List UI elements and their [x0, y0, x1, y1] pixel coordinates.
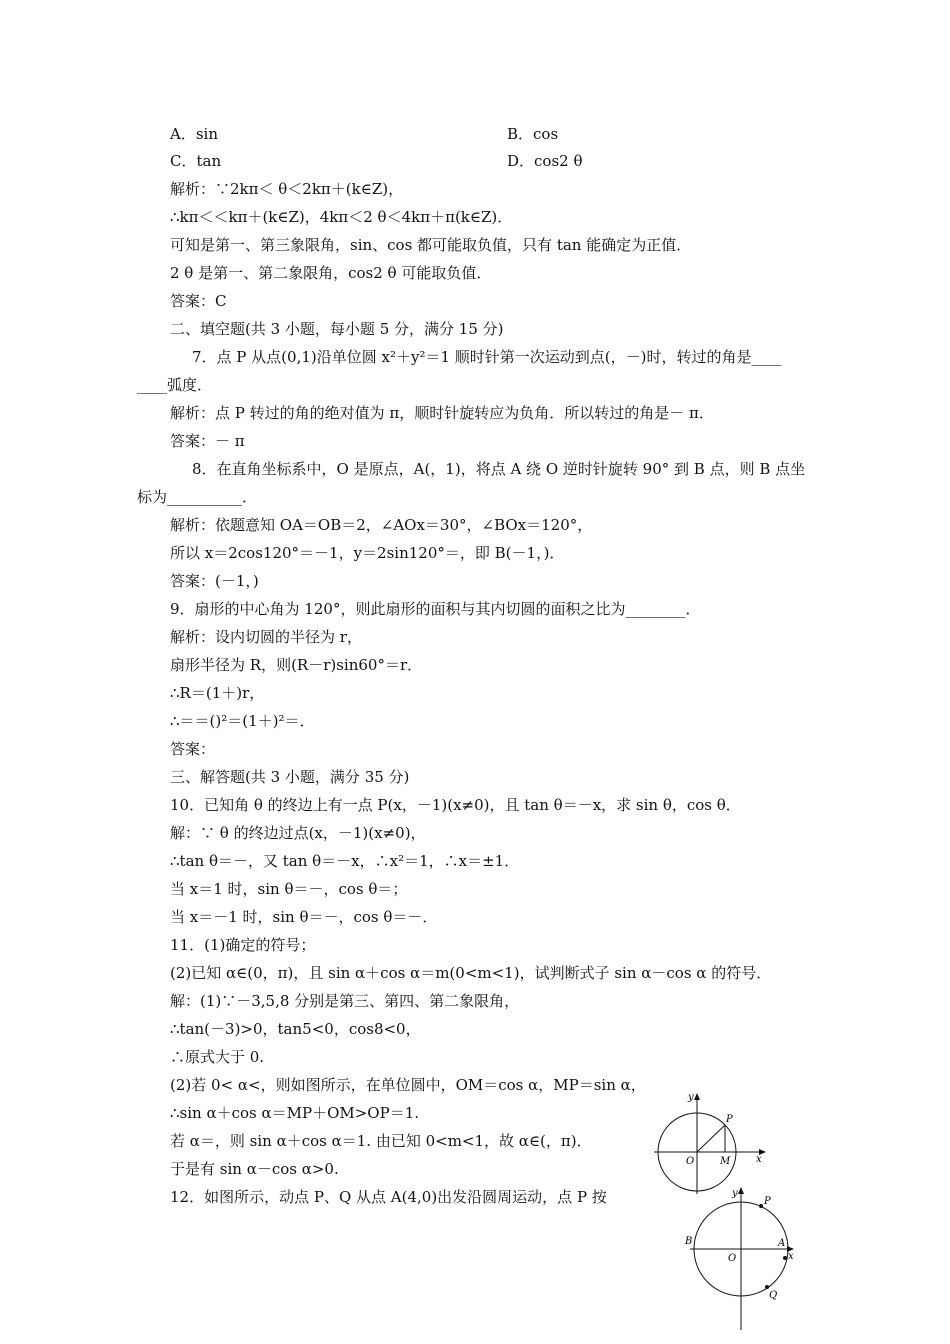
- question-8: 8．在直角坐标系中，O 是原点，A(，1)，将点 A 绕 O 逆时针旋转 90° 到 B 点，则 B 点坐: [192, 460, 806, 478]
- text-line: 答案：(－1，): [170, 572, 259, 590]
- option-b: B．cos: [507, 125, 559, 143]
- text-line: ∴kπ＜＜kπ＋(k∈Z)，4kπ＜2 θ＜4kπ＋π(k∈Z)．: [170, 208, 513, 226]
- text-line: 解：∵ θ 的终边过点(x，－1)(x≠0)，: [170, 824, 426, 842]
- fig1-label-p: P: [726, 1114, 733, 1125]
- text-line: ∴R＝(1＋)r，: [170, 684, 265, 702]
- question-11: 11．(1)确定的符号；: [170, 936, 316, 954]
- text-line: 所以 x＝2cos120°＝－1，y＝2sin120°＝，即 B(－1，)．: [170, 544, 565, 562]
- text-line: ∴tan θ＝－，又 tan θ＝－x，∴x²＝1，∴x＝±1．: [170, 852, 520, 870]
- text-line: ∴＝＝()²＝(1＋)²＝．: [170, 712, 315, 730]
- section-heading: 三、解答题(共 3 小题，满分 35 分): [170, 768, 410, 786]
- text-line: 解析：∵2kπ＜ θ＜2kπ＋(k∈Z)，: [170, 180, 404, 198]
- option-a: A．sin B．cos: [170, 125, 559, 143]
- text-line: 解析：点 P 转过的角的绝对值为 π，顺时针旋转应为负角．所以转过的角是－ π．: [170, 404, 714, 422]
- text-line: 解：(1)∵－3,5,8 分别是第三、第四、第二象限角，: [170, 992, 520, 1010]
- text-line: 2 θ 是第一、第二象限角，cos2 θ 可能取负值．: [170, 264, 492, 282]
- section-heading: 二、填空题(共 3 小题，每小题 5 分，满分 15 分): [170, 320, 504, 338]
- fig2-label-b: B: [685, 1236, 693, 1247]
- fig2-label-y: y: [732, 1188, 738, 1199]
- text-line: 若 α＝，则 sin α＋cos α＝1. 由已知 0<m<1，故 α∈(，π)．: [170, 1132, 592, 1150]
- text-line: 于是有 sin α－cos α>0.: [170, 1160, 339, 1178]
- text-line: ∴原式大于 0.: [170, 1048, 265, 1066]
- text-line: 答案：－ π: [170, 432, 245, 450]
- fig2-label-o: O: [728, 1253, 737, 1264]
- fig1-label-m: M: [720, 1156, 731, 1167]
- question-9: 9．扇形的中心角为 120°，则此扇形的面积与其内切圆的面积之比为________．: [170, 600, 701, 618]
- fig2-label-x: x: [788, 1251, 794, 1262]
- text-line: 解析：依题意知 OA＝OB＝2，∠AOx＝30°，∠BOx＝120°，: [170, 516, 593, 534]
- question-12: 12．如图所示，动点 P、Q 从点 A(4,0)出发沿圆周运动，点 P 按: [170, 1188, 607, 1206]
- fig1-label-y: y: [688, 1092, 694, 1103]
- fig2-label-a: A: [778, 1238, 786, 1249]
- fig2-label-p: P: [764, 1196, 771, 1207]
- text-line: 扇形半径为 R，则(R－r)sin60°＝r．: [170, 656, 423, 674]
- text-line: ∴tan(－3)>0，tan5<0，cos8<0，: [170, 1020, 421, 1038]
- option-d: D．cos2 θ: [507, 152, 583, 170]
- text-line: 当 x＝1 时，sin θ＝－，cos θ＝；: [170, 880, 408, 898]
- unit-circle-figure-2: [682, 1182, 802, 1332]
- text-line: 答案：: [170, 740, 216, 758]
- text-line: ____弧度．: [137, 376, 213, 394]
- fig1-label-x: x: [756, 1154, 762, 1165]
- text-line: 解析：设内切圆的半径为 r，: [170, 628, 362, 646]
- text-line: ∴sin α＋cos α＝MP＋OM>OP＝1.: [170, 1104, 420, 1122]
- fig1-label-o: O: [686, 1156, 695, 1167]
- question-7: 7．点 P 从点(0,1)沿单位圆 x²＋y²＝1 顺时针第一次运动到点(，－)时，转过的角是____: [192, 348, 782, 366]
- text-line: 当 x＝－1 时，sin θ＝－，cos θ＝－．: [170, 908, 438, 926]
- text-line: (2)若 0< α<，则如图所示，在单位圆中，OM＝cos α，MP＝sin α，: [170, 1076, 646, 1094]
- text-line: 可知是第一、第三象限角，sin、cos 都可能取负值，只有 tan 能确定为正值．: [170, 236, 692, 254]
- option-c: C．tan D．cos2 θ: [170, 152, 583, 170]
- text-line: 标为__________．: [137, 488, 258, 506]
- text-line: (2)已知 α∈(0，π)，且 sin α＋cos α＝m(0<m<1)，试判断式子 sin α－cos α 的符号．: [170, 964, 772, 982]
- text-line: 答案：C: [170, 292, 227, 310]
- fig2-label-q: Q: [769, 1290, 778, 1301]
- question-10: 10．已知角 θ 的终边上有一点 P(x，－1)(x≠0)，且 tan θ＝－x，求 sin θ，cos θ．: [170, 796, 741, 814]
